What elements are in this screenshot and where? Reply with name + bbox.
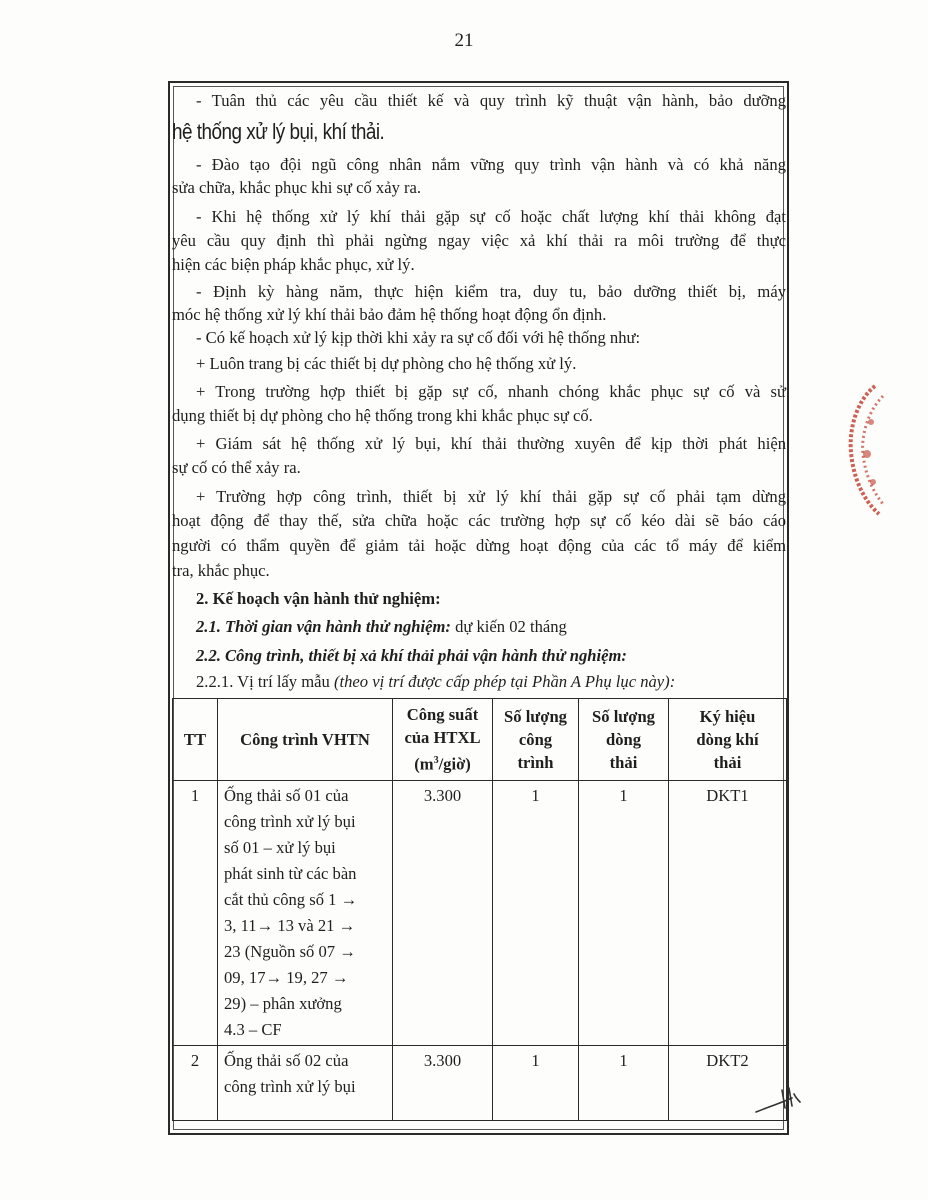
cell-flows: 1: [579, 1045, 669, 1120]
text-line: + Giám sát hệ thống xử lý bụi, khí thải thường xuyên để kịp thời phát hiện: [196, 434, 786, 453]
text-line: - Định kỳ hàng năm, thực hiện kiểm tra, duy tu, bảo dưỡng thiết bị, máy: [196, 282, 786, 301]
section-2-1-label: 2.1. Thời gian vận hành thử nghiệm:: [196, 617, 451, 636]
text-line: hoạt động để thay thế, sửa chữa hoặc các trường hợp sự cố kéo dài sẽ báo cáo: [172, 511, 786, 530]
text-line: sửa chữa, khắc phục khi sự cố xảy ra.: [172, 178, 422, 197]
cell-capacity: 3.300: [393, 1045, 493, 1120]
text-line: - Đào tạo đội ngũ công nhân nắm vững quy trình vận hành và có khả năng: [196, 155, 786, 174]
text-line: + Trong trường hợp thiết bị gặp sự cố, nhanh chóng khắc phục sự cố và sử: [196, 382, 786, 401]
header-count: Số lượng công trình: [493, 699, 579, 781]
cell-work: Ống thải số 02 của công trình xử lý bụi: [218, 1045, 393, 1120]
section-2-2-1-label: 2.2.1. Vị trí lấy mẫu: [196, 672, 334, 691]
table-header-row: [173, 699, 787, 781]
section-2-title: 2. Kế hoạch vận hành thử nghiệm:: [196, 589, 441, 608]
text-line: hệ thống xử lý bụi, khí thải.: [172, 119, 385, 144]
cell-tt: 2: [173, 1045, 218, 1120]
text-line: người có thẩm quyền để giảm tải hoặc dừng hoạt động của các tổ máy để kiểm: [172, 536, 786, 555]
header-code: Ký hiệu dòng khí thải: [669, 699, 787, 781]
section-2-2-1-note: (theo vị trí được cấp phép tại Phần A Phụ lục này):: [333, 672, 676, 691]
cell-capacity: 3.300: [393, 780, 493, 1045]
header-capacity: Công suất của HTXL $(m^3/giờ)$: [393, 699, 493, 781]
cell-tt: 1: [173, 780, 218, 1045]
page-number: 21: [454, 30, 474, 51]
sampling-table: [172, 698, 787, 1121]
cell-count: 1: [493, 1045, 579, 1120]
section-2-1-value: dự kiến 02 tháng: [450, 617, 567, 636]
cell-work: Ống thải số 01 của công trình xử lý bụi số 01 – xử lý bụi phát sinh từ các bàn cắt thủ công số 1 → 3, 11→ 13 và 21 → 23 (Nguồn số 07 → 09, 17→ 19, 27 → 29) – phân xưởng 4.3 – CF: [218, 780, 393, 1045]
signature-icon: [752, 1082, 802, 1118]
header-work: Công trình VHTN: [218, 699, 393, 781]
text-line: - Có kế hoạch xử lý kịp thời khi xảy ra sự cố đối với hệ thống như:: [196, 328, 641, 347]
text-line: dụng thiết bị dự phòng cho hệ thống trong khi khắc phục sự cố.: [172, 406, 593, 425]
header-flows: Số lượng dòng thải: [579, 699, 669, 781]
cell-code: DKT2: [669, 1045, 787, 1120]
table-row: [173, 1045, 787, 1120]
text-line: + Trường hợp công trình, thiết bị xử lý khí thải gặp sự cố phải tạm dừng: [196, 487, 786, 506]
text-line: + Luôn trang bị các thiết bị dự phòng cho hệ thống xử lý.: [196, 354, 577, 373]
text-line: móc hệ thống xử lý khí thải bảo đảm hệ thống hoạt động ổn định.: [172, 305, 607, 324]
section-2-2-title: 2.2. Công trình, thiết bị xả khí thải phải vận hành thử nghiệm:: [196, 646, 627, 665]
text-line: tra, khắc phục.: [172, 561, 270, 580]
cell-flows: 1: [579, 780, 669, 1045]
text-line: yêu cầu quy định thì phải ngừng ngay việc xả khí thải ra môi trường để thực: [172, 231, 786, 250]
header-tt: TT: [173, 699, 218, 781]
seal-stamp-icon: [845, 382, 885, 518]
table-row: [173, 780, 787, 1045]
section-2-2-1: [172, 671, 786, 693]
text-line: - Khi hệ thống xử lý khí thải gặp sự cố hoặc chất lượng khí thải không đạt: [196, 207, 786, 226]
cell-count: 1: [493, 780, 579, 1045]
text-line: sự cố có thể xảy ra.: [172, 458, 301, 477]
text-line: hiện các biện pháp khắc phục, xử lý.: [172, 255, 415, 274]
cell-code: DKT1: [669, 780, 787, 1045]
section-2-1: [172, 616, 786, 638]
text-line: - Tuân thủ các yêu cầu thiết kế và quy trình kỹ thuật vận hành, bảo dưỡng: [196, 91, 786, 110]
